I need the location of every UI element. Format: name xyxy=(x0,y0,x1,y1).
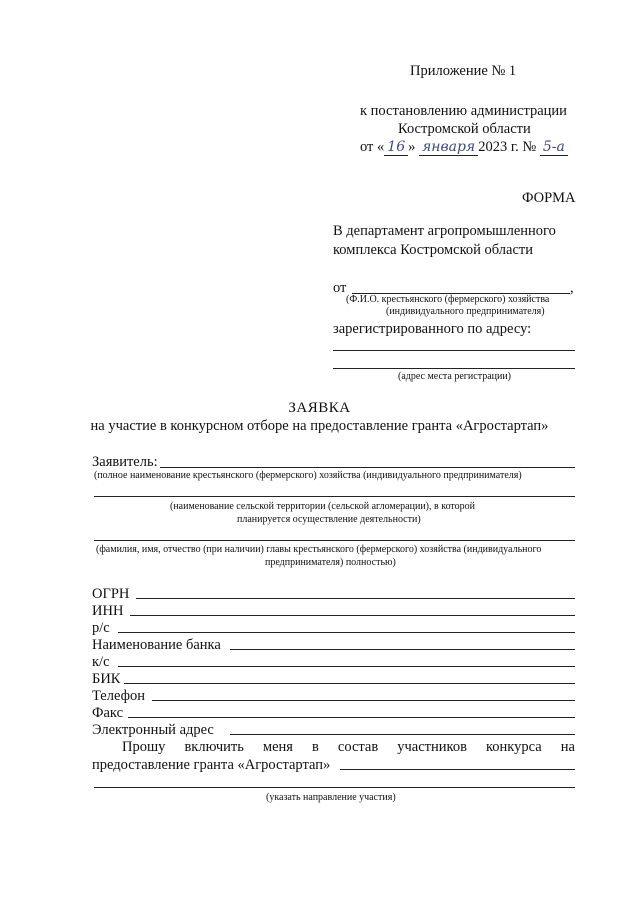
registered-label: зарегистрированного по адресу: xyxy=(333,321,532,337)
field-bik-label: БИК xyxy=(92,671,121,687)
request-line-2: предоставление гранта «Агростартап» xyxy=(92,757,331,773)
field-ogrn-label: ОГРН xyxy=(92,586,130,602)
date-year: 2023 г. № xyxy=(478,139,537,155)
territory-hint-1: (наименование сельской территории (сельской агломерации), в которой xyxy=(170,501,476,512)
field-phone-input[interactable] xyxy=(152,700,575,701)
applicant-input-line[interactable] xyxy=(160,467,575,468)
document-subtitle: на участие в конкурсном отборе на предоставление гранта «Агростартап» xyxy=(90,418,549,434)
from-label: от xyxy=(333,280,347,296)
field-fax-label: Факс xyxy=(92,705,124,721)
applicant-label: Заявитель: xyxy=(92,454,158,470)
request-word: меня xyxy=(262,739,293,755)
request-direction-input[interactable] xyxy=(340,769,575,770)
head-name-hint-2: предпринимателя) полностью) xyxy=(265,557,396,568)
date-number: 5-а xyxy=(540,139,568,156)
request-direction-input-2[interactable] xyxy=(94,787,575,788)
request-word: участников xyxy=(397,739,467,755)
field-email-input[interactable] xyxy=(230,734,575,735)
field-account-label: р/с xyxy=(92,620,110,636)
date-month: января xyxy=(419,139,478,156)
field-email-label: Электронный адрес xyxy=(92,722,214,738)
territory-input-line[interactable] xyxy=(94,496,575,497)
request-word: конкурса xyxy=(485,739,542,755)
date-prefix: от « xyxy=(360,139,385,155)
field-bank-input[interactable] xyxy=(230,649,575,650)
region-line: Костромской области xyxy=(398,121,531,137)
field-ogrn-input[interactable] xyxy=(136,598,575,599)
request-word: в xyxy=(312,739,319,755)
resolution-line: к постановлению администрации xyxy=(360,103,567,119)
recipient-line-2: комплекса Костромской области xyxy=(333,242,534,258)
head-name-input-line[interactable] xyxy=(94,540,575,541)
request-line-1 xyxy=(122,739,575,756)
address-hint: (адрес места регистрации) xyxy=(398,371,512,382)
request-word: на xyxy=(560,739,575,755)
field-corr-account-label: к/с xyxy=(92,654,110,670)
territory-hint-2: планируется осуществление деятельности) xyxy=(237,514,421,525)
address-line-2[interactable] xyxy=(333,368,575,369)
request-word: состав xyxy=(337,739,379,755)
field-fax-input[interactable] xyxy=(128,717,575,718)
head-name-hint-1: (фамилия, имя, отчество (при наличии) главы крестьянского (фермерского) хозяйства (индивидуального xyxy=(96,544,542,555)
from-comma: , xyxy=(570,280,574,296)
date-close-quote: » xyxy=(408,139,416,155)
resolution-date xyxy=(360,139,568,156)
applicant-hint: (полное наименование крестьянского (фермерского) хозяйства (индивидуального предпринимателя) xyxy=(94,470,522,481)
field-bik-input[interactable] xyxy=(124,683,575,684)
field-account-input[interactable] xyxy=(118,632,575,633)
request-word: включить xyxy=(184,739,244,755)
field-inn-label: ИНН xyxy=(92,603,124,619)
form-label: ФОРМА xyxy=(522,190,576,206)
recipient-line-1: В департамент агропромышленного xyxy=(333,223,556,239)
address-line-1[interactable] xyxy=(333,350,575,351)
field-corr-account-input[interactable] xyxy=(118,666,575,667)
from-hint-2: (индивидуального предпринимателя) xyxy=(386,306,545,317)
request-hint: (указать направление участия) xyxy=(266,792,396,803)
appendix-number: Приложение № 1 xyxy=(410,63,517,79)
field-inn-input[interactable] xyxy=(130,615,575,616)
date-day: 16 xyxy=(384,139,408,156)
from-hint-1: (Ф.И.О. крестьянского (фермерского) хозяйства xyxy=(346,294,550,305)
document-title: ЗАЯВКА xyxy=(288,400,351,416)
request-word: Прошу xyxy=(122,739,166,755)
field-phone-label: Телефон xyxy=(92,688,145,704)
field-bank-label: Наименование банка xyxy=(92,637,221,653)
